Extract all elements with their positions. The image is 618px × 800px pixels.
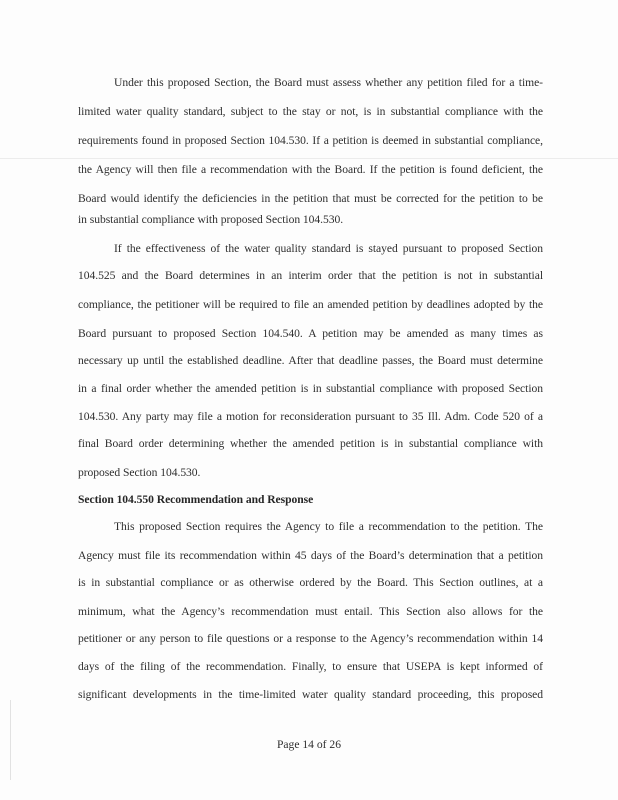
paragraph-1-line-5: Board would identify the deficiencies in the petition that must be corrected for the petition to be bbox=[78, 192, 543, 205]
paragraph-2-line-3: compliance, the petitioner will be required to file an amended petition by deadlines adopted by the bbox=[78, 298, 543, 311]
paragraph-2-line-4: Board pursuant to proposed Section 104.540. A petition may be amended as many times as bbox=[78, 327, 543, 340]
paragraph-3-line-4: minimum, what the Agency’s recommendation must entail. This Section also allows for the bbox=[78, 605, 543, 618]
paragraph-2-line-8: final Board order determining whether the amended petition is in substantial compliance with bbox=[78, 437, 543, 450]
paragraph-2-line-7: 104.530. Any party may file a motion for reconsideration pursuant to 35 Ill. Adm. Code 520 of a bbox=[78, 410, 543, 423]
paragraph-3-line-6: days of the filing of the recommendation. Finally, to ensure that USEPA is kept informed of bbox=[78, 660, 543, 673]
paragraph-2-line-5: necessary up until the established deadline. After that deadline passes, the Board must determine bbox=[78, 354, 543, 367]
paragraph-3-line-1: This proposed Section requires the Agency to file a recommendation to the petition. The bbox=[114, 520, 543, 533]
paragraph-3-line-5: petitioner or any person to file questions or a response to the Agency’s recommendation within 14 bbox=[78, 632, 543, 645]
paragraph-1-line-3: requirements found in proposed Section 104.530. If a petition is deemed in substantial compliance, bbox=[78, 134, 543, 147]
paragraph-3-line-7: significant developments in the time-limited water quality standard proceeding, this proposed bbox=[78, 688, 543, 701]
paragraph-2-line-6: in a final order whether the amended petition is in substantial compliance with proposed Section bbox=[78, 382, 543, 395]
paragraph-1-line-1: Under this proposed Section, the Board must assess whether any petition filed for a time- bbox=[114, 76, 543, 89]
paragraph-1-line-6: in substantial compliance with proposed Section 104.530. bbox=[78, 213, 344, 226]
section-heading: Section 104.550 Recommendation and Response bbox=[78, 493, 314, 506]
paragraph-2-line-9: proposed Section 104.530. bbox=[78, 466, 201, 479]
paragraph-2-line-1: If the effectiveness of the water quality standard is stayed pursuant to proposed Section bbox=[114, 242, 543, 255]
paragraph-2-line-2: 104.525 and the Board determines in an interim order that the petition is not in substantial bbox=[78, 269, 543, 282]
page-number: Page 14 of 26 bbox=[276, 738, 342, 751]
paragraph-3-line-2: Agency must file its recommendation within 45 days of the Board’s determination that a petition bbox=[78, 549, 543, 562]
scan-artifact-line bbox=[0, 158, 618, 159]
paragraph-1-line-4: the Agency will then file a recommendation with the Board. If the petition is found deficient, the bbox=[78, 163, 543, 176]
paragraph-1-line-2: limited water quality standard, subject to the stay or not, is in substantial compliance with the bbox=[78, 105, 543, 118]
paragraph-3-line-3: is in substantial compliance or as otherwise ordered by the Board. This Section outlines, at a bbox=[78, 576, 543, 589]
